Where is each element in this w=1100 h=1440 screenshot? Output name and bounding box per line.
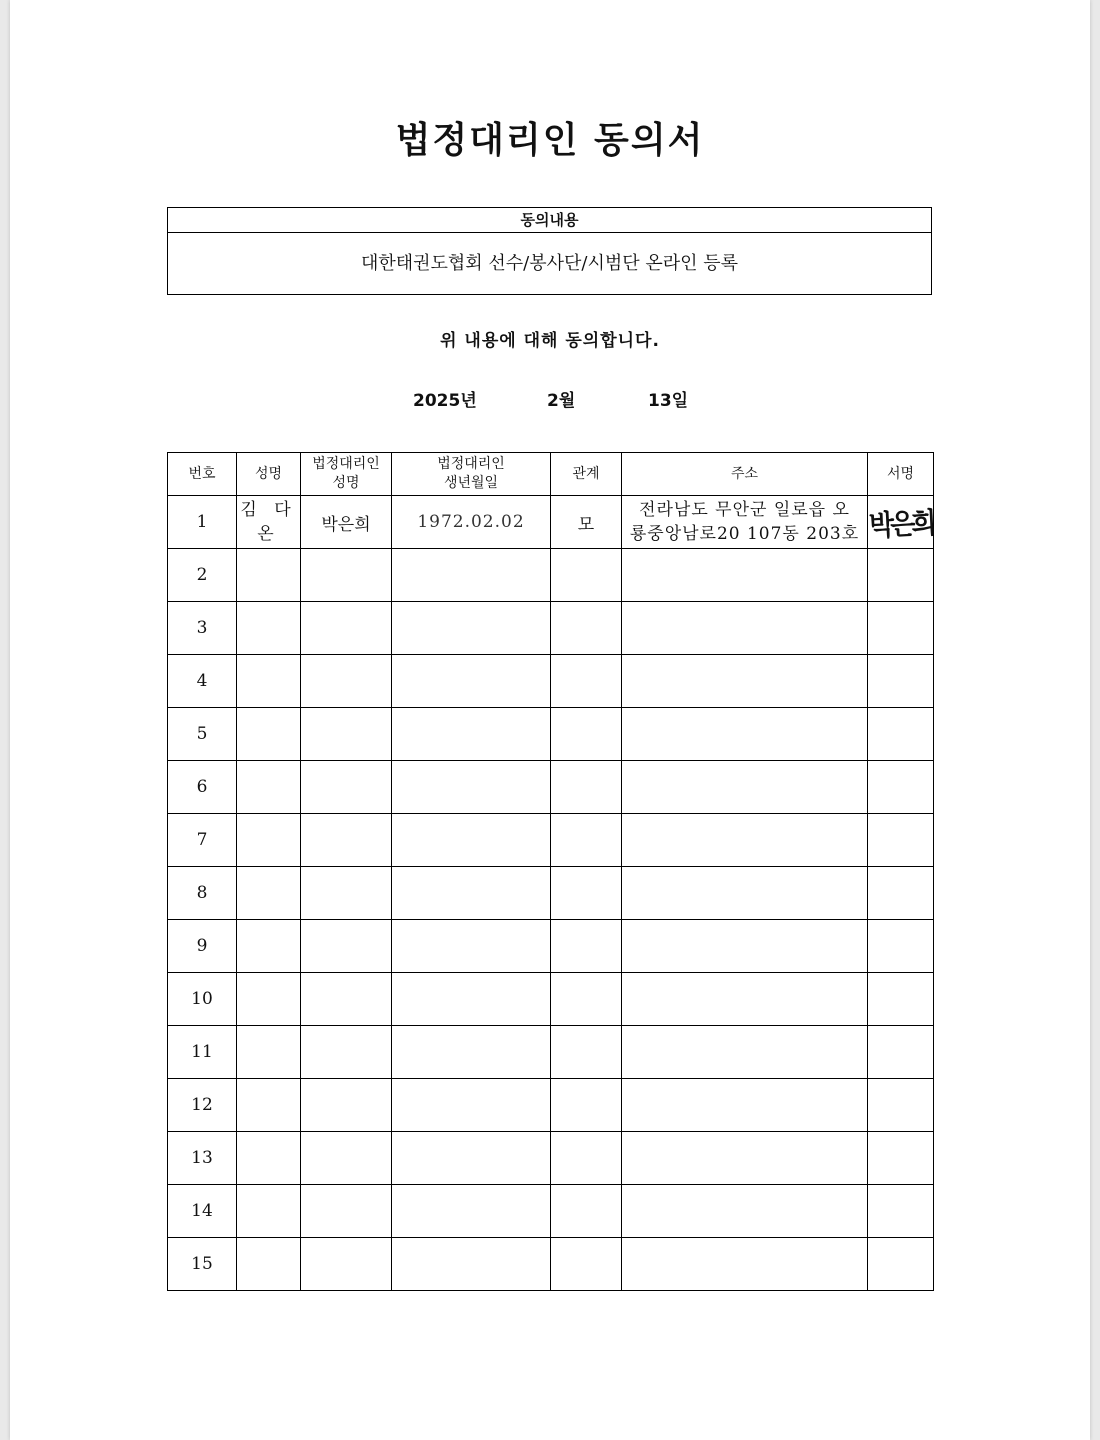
row-name	[237, 1238, 301, 1291]
row-rep-name: 박은희	[301, 496, 392, 549]
registration-table	[167, 452, 934, 1291]
row-no: 9	[168, 920, 237, 973]
row-address	[622, 1079, 868, 1132]
row-name	[237, 496, 301, 549]
row-address	[622, 655, 868, 708]
row-name-line2: 온	[257, 524, 280, 544]
header-name: 성명	[237, 453, 301, 496]
row-no: 15	[168, 1238, 237, 1291]
row-address	[622, 814, 868, 867]
row-rep-birth	[392, 814, 551, 867]
row-address	[622, 973, 868, 1026]
row-signature	[868, 814, 934, 867]
row-address	[622, 867, 868, 920]
table-row	[168, 1238, 934, 1291]
header-rep-birth-line1: 법정대리인	[437, 456, 505, 472]
row-no: 4	[168, 655, 237, 708]
row-address	[622, 1238, 868, 1291]
table-row	[168, 708, 934, 761]
row-rep-birth	[392, 867, 551, 920]
row-signature	[868, 549, 934, 602]
row-signature	[868, 1132, 934, 1185]
row-signature	[868, 708, 934, 761]
row-address	[622, 708, 868, 761]
row-rep-birth	[392, 708, 551, 761]
row-relation	[551, 602, 622, 655]
header-address: 주소	[622, 453, 868, 496]
row-relation	[551, 973, 622, 1026]
row-rep-name	[301, 549, 392, 602]
row-no: 12	[168, 1079, 237, 1132]
row-rep-name	[301, 920, 392, 973]
row-no: 5	[168, 708, 237, 761]
row-relation	[551, 1132, 622, 1185]
row-signature	[868, 867, 934, 920]
row-address	[622, 602, 868, 655]
table-row	[168, 602, 934, 655]
row-relation	[551, 1026, 622, 1079]
row-signature	[868, 602, 934, 655]
table-row	[168, 549, 934, 602]
row-rep-name	[301, 1238, 392, 1291]
row-name	[237, 867, 301, 920]
row-address	[622, 1132, 868, 1185]
row-rep-name	[301, 655, 392, 708]
row-no: 6	[168, 761, 237, 814]
row-rep-birth	[392, 1132, 551, 1185]
header-rep-name-line1: 법정대리인	[312, 456, 380, 472]
row-address-line2: 룡중앙남로20 107동 203호	[629, 524, 860, 544]
row-no: 7	[168, 814, 237, 867]
document-page	[10, 0, 1090, 1440]
header-rep-birth	[392, 453, 551, 496]
consent-text: 대한태권도협회 선수/봉사단/시범단 온라인 등록	[360, 253, 739, 274]
row-rep-birth	[392, 973, 551, 1026]
table-row	[168, 655, 934, 708]
row-no: 2	[168, 549, 237, 602]
row-relation	[551, 655, 622, 708]
row-signature	[868, 761, 934, 814]
row-rep-name	[301, 602, 392, 655]
row-signature	[868, 496, 934, 549]
row-no: 10	[168, 973, 237, 1026]
row-address	[622, 1185, 868, 1238]
row-no: 13	[168, 1132, 237, 1185]
table-header-row	[168, 453, 934, 496]
table-row	[168, 1079, 934, 1132]
row-name	[237, 655, 301, 708]
row-name	[237, 814, 301, 867]
row-relation	[551, 814, 622, 867]
row-signature	[868, 1026, 934, 1079]
table-row	[168, 1132, 934, 1185]
row-rep-birth	[392, 549, 551, 602]
date-day: 13일	[648, 391, 689, 411]
row-name	[237, 761, 301, 814]
row-relation	[551, 867, 622, 920]
row-signature	[868, 973, 934, 1026]
table-row	[168, 814, 934, 867]
row-relation	[551, 761, 622, 814]
table-row	[168, 496, 934, 549]
row-name	[237, 602, 301, 655]
row-no: 8	[168, 867, 237, 920]
row-address	[622, 496, 868, 549]
row-address	[622, 1026, 868, 1079]
agree-statement: 위 내용에 대해 동의합니다.	[440, 331, 660, 351]
row-address-line1: 전라남도 무안군 일로읍 오	[639, 500, 850, 520]
row-relation: 모	[551, 496, 622, 549]
table-row	[168, 761, 934, 814]
row-rep-name	[301, 1079, 392, 1132]
row-rep-birth	[392, 1238, 551, 1291]
row-relation	[551, 549, 622, 602]
table-row	[168, 973, 934, 1026]
row-relation	[551, 1185, 622, 1238]
row-signature	[868, 1238, 934, 1291]
row-rep-name	[301, 867, 392, 920]
row-name	[237, 1132, 301, 1185]
row-name	[237, 920, 301, 973]
row-rep-birth	[392, 655, 551, 708]
row-signature	[868, 920, 934, 973]
header-rep-name-line2: 성명	[332, 475, 360, 491]
row-name	[237, 549, 301, 602]
table-row	[168, 1185, 934, 1238]
row-relation	[551, 920, 622, 973]
row-no: 11	[168, 1026, 237, 1079]
row-relation	[551, 1079, 622, 1132]
date-month: 2월	[547, 391, 576, 411]
row-name	[237, 1185, 301, 1238]
row-rep-name	[301, 708, 392, 761]
row-name	[237, 1079, 301, 1132]
consent-heading: 동의내용	[168, 208, 931, 233]
row-rep-name	[301, 1132, 392, 1185]
row-rep-birth	[392, 602, 551, 655]
row-relation	[551, 708, 622, 761]
header-signature: 서명	[868, 453, 934, 496]
row-signature	[868, 1185, 934, 1238]
row-signature	[868, 655, 934, 708]
row-name-line1: 김 다	[240, 500, 297, 520]
row-rep-birth	[392, 1079, 551, 1132]
row-no: 1	[168, 496, 237, 549]
date-year: 2025년	[413, 391, 477, 411]
header-rep-birth-line2: 생년월일	[443, 475, 499, 491]
row-rep-birth: 1972.02.02	[392, 496, 551, 549]
row-address	[622, 920, 868, 973]
row-name	[237, 973, 301, 1026]
row-rep-birth	[392, 920, 551, 973]
row-name	[237, 708, 301, 761]
row-name	[237, 1026, 301, 1079]
row-rep-name	[301, 1026, 392, 1079]
header-rep-name	[301, 453, 392, 496]
row-rep-birth	[392, 1185, 551, 1238]
table-row	[168, 920, 934, 973]
row-rep-birth	[392, 1026, 551, 1079]
row-address	[622, 549, 868, 602]
row-rep-name	[301, 973, 392, 1026]
row-no: 3	[168, 602, 237, 655]
header-relation: 관계	[551, 453, 622, 496]
handwritten-signature: 박은희	[868, 506, 934, 543]
row-rep-birth	[392, 761, 551, 814]
row-relation	[551, 1238, 622, 1291]
table-row	[168, 1026, 934, 1079]
row-rep-name	[301, 1185, 392, 1238]
row-address	[622, 761, 868, 814]
row-no: 14	[168, 1185, 237, 1238]
row-rep-name	[301, 814, 392, 867]
table-row	[168, 867, 934, 920]
document-title: 법정대리인 동의서	[395, 120, 705, 161]
consent-box	[167, 207, 932, 295]
row-signature	[868, 1079, 934, 1132]
row-rep-name	[301, 761, 392, 814]
header-no: 번호	[168, 453, 237, 496]
